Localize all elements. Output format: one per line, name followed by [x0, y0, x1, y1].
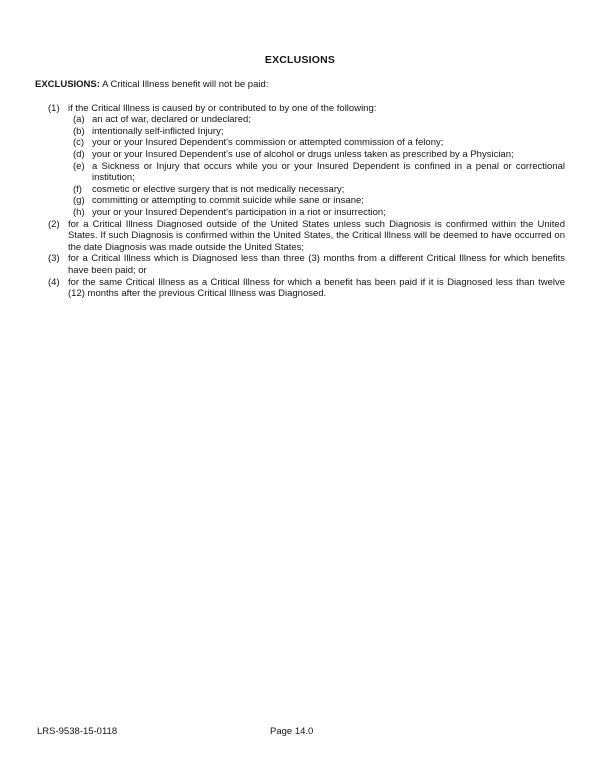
list-item-1-text: if the Critical Illness is caused by or contributed to by one of the following:	[68, 102, 377, 114]
list-item-4-text: for the same Critical Illness as a Critical Illness for which a benefit has been paid if it is Diagnosed less than twelve (12) months after the previous Critical Illness was Diagnosed.	[68, 276, 565, 300]
sub-item-c-text: your or your Insured Dependent's commission or attempted commission of a felony;	[92, 137, 444, 149]
list-item-2	[48, 219, 565, 254]
list-item-1	[48, 103, 565, 219]
intro-paragraph	[35, 79, 565, 91]
sub-item-d	[73, 149, 565, 161]
list-item-4	[48, 277, 565, 300]
sub-item-d-text: your or your Insured Dependent's use of alcohol or drugs unless taken as prescribed by a Physician;	[92, 149, 514, 161]
sub-item-h-text: your or your Insured Dependent's participation in a riot or insurrection;	[92, 207, 386, 219]
list-item-3-marker: (3)	[48, 253, 60, 265]
sub-item-b	[73, 126, 565, 138]
sub-item-h	[73, 207, 565, 219]
sub-item-b-text: intentionally self-inflicted Injury;	[92, 125, 224, 137]
list-item-1-body	[68, 103, 565, 219]
sub-item-e	[73, 161, 565, 184]
list-item-1-sublist	[68, 114, 565, 218]
list-item-3-text: for a Critical Illness which is Diagnosed less than three (3) months from a different Critical Illness for which benefits have been paid; or	[68, 253, 565, 276]
sub-item-f	[73, 184, 565, 196]
form-number: LRS-9538-15-0118	[37, 726, 118, 737]
page-footer	[0, 726, 600, 738]
sub-item-f-marker: (f)	[73, 183, 82, 195]
list-item-3	[48, 253, 565, 276]
page-number: Page 14.0	[270, 726, 314, 737]
page-title: EXCLUSIONS	[264, 54, 336, 66]
sub-item-a-text: an act of war, declared or undeclared;	[92, 114, 251, 126]
intro-label: EXCLUSIONS:	[35, 78, 100, 90]
sub-item-f-text: cosmetic or elective surgery that is not medically necessary;	[92, 183, 345, 195]
sub-item-c-marker: (c)	[73, 137, 85, 149]
sub-item-e-text: a Sickness or Injury that occurs while you or your Insured Dependent is confined in a penal or correctional institution;	[92, 160, 565, 184]
exclusions-list	[35, 103, 565, 300]
list-item-1-marker: (1)	[48, 102, 60, 114]
sub-item-c	[73, 137, 565, 149]
intro-text: A Critical Illness benefit will not be paid:	[102, 78, 269, 90]
sub-item-a-marker: (a)	[73, 114, 85, 126]
sub-item-g-text: committing or attempting to commit suicide while sane or insane;	[92, 195, 364, 207]
sub-item-g-marker: (g)	[73, 195, 85, 207]
sub-item-h-marker: (h)	[73, 207, 85, 219]
sub-item-d-marker: (d)	[73, 149, 85, 161]
sub-item-e-marker: (e)	[73, 160, 85, 172]
list-item-2-text: for a Critical Illness Diagnosed outside of the United States unless such Diagnosis is confirmed within the United States. If such Diagnosis is confirmed within the United States, the Critical Illness will be deemed to have occurred on the date Diagnosis was made outside the United States;	[68, 218, 565, 253]
sub-item-b-marker: (b)	[73, 125, 85, 137]
sub-item-g	[73, 195, 565, 207]
sub-item-a	[73, 114, 565, 126]
list-item-2-marker: (2)	[48, 218, 60, 230]
list-item-4-marker: (4)	[48, 276, 60, 288]
